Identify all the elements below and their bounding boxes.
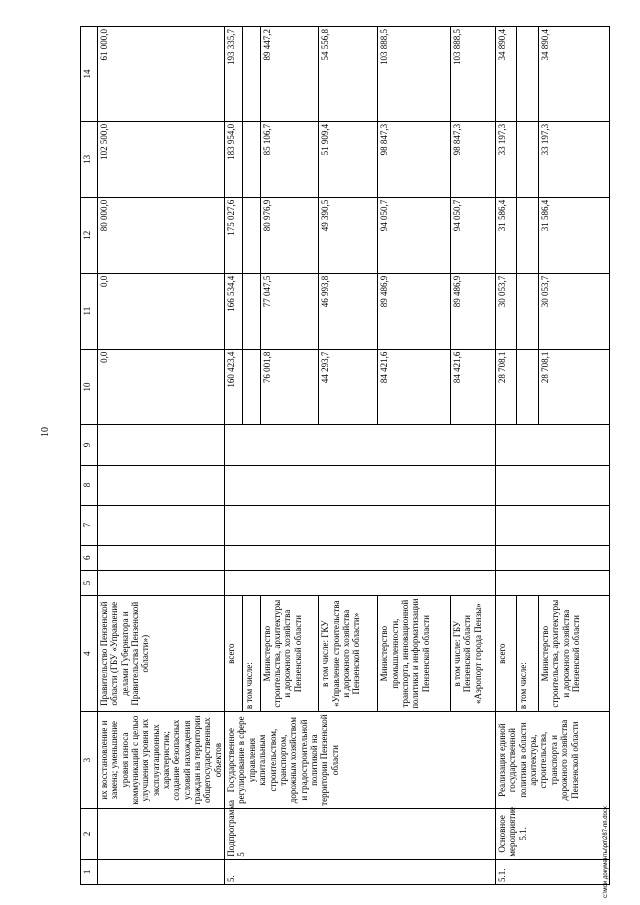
column-number: 13: [81, 121, 98, 197]
cell-value: 28 708,1: [538, 349, 609, 425]
cell-value: 31 586,4: [538, 197, 609, 273]
file-path-footer: c:\мои документы\рп\287-пп.docx: [603, 806, 609, 898]
cell-value: 103 888,5: [378, 27, 451, 122]
cell-value: 51 909,4: [319, 121, 378, 197]
cell-value: 49 390,5: [319, 197, 378, 273]
cell-executor: Министерство промышленности, транспорта, инновационной политики и информатизации Пензенской области: [378, 596, 451, 712]
cell-value: 84 421,6: [450, 349, 495, 425]
page-number: 10: [40, 427, 51, 437]
cell-value: 46 993,8: [319, 273, 378, 349]
column-number: 8: [81, 465, 98, 505]
column-number: 4: [81, 596, 98, 712]
cell-value: 94 050,7: [450, 197, 495, 273]
cell-value: 44 293,7: [319, 349, 378, 425]
table-row: [225, 27, 243, 885]
cell-value: 94 050,7: [378, 197, 451, 273]
cell-value: 77 047,5: [260, 273, 319, 349]
cell-value: 166 534,4: [225, 273, 243, 349]
cell-value: 30 053,7: [496, 273, 517, 349]
cell-executor: в том числе: ГКУ «Управление строительства и дорожного хозяйства Пензенской области»: [319, 596, 378, 712]
column-number: 3: [81, 712, 98, 809]
cell-value: 61 000,0: [98, 27, 225, 122]
cell-executor: Министерство строительства, архитектуры и дорожного хозяйства Пензенской области: [538, 596, 609, 712]
cell-name: [98, 809, 225, 860]
budget-table: [80, 26, 610, 885]
column-number: 14: [81, 27, 98, 122]
column-number: 1: [81, 859, 98, 884]
cell-value: 54 556,8: [319, 27, 378, 122]
column-number: 2: [81, 809, 98, 860]
cell-value: 0,0: [98, 349, 225, 425]
cell-value: 34 890,4: [496, 27, 517, 122]
cell-value: 34 890,4: [538, 27, 609, 122]
cell-executor: Министерство строительства, архитектуры и дорожного хозяйства Пензенской области: [260, 596, 319, 712]
column-number-row: [81, 27, 98, 885]
cell-description: Реализация единой государственной политики в области архитектуры, строительства, транспорта и дорожного хозяйства Пензенской области: [496, 712, 610, 809]
cell-name: Подпрограмма 5: [225, 809, 496, 860]
cell-name: Основное мероприятие 5.1.: [496, 809, 610, 860]
cell-value: 33 197,3: [538, 121, 609, 197]
cell-num: 5.1.: [496, 859, 610, 884]
cell-executor: в том числе:: [242, 596, 260, 712]
cell-executor: всего: [496, 596, 517, 712]
cell-num: 5.: [225, 859, 496, 884]
cell-value: 80 976,9: [260, 197, 319, 273]
cell-value: 28 708,1: [496, 349, 517, 425]
cell-value: 89 486,9: [450, 273, 495, 349]
cell-value: 103 888,5: [450, 27, 495, 122]
cell-description: их восстановление и замена; уменьшение уровня износа коммуникаций с целью улучшения уровня их эксплуатационных характеристик; создание безопасных условий нахождения граждан на территории общегосударственных объектов: [98, 712, 225, 809]
cell-value: 80 000,0: [98, 197, 225, 273]
cell-value: 98 847,3: [378, 121, 451, 197]
cell-value: 89 447,2: [260, 27, 319, 122]
cell-value: 98 847,3: [450, 121, 495, 197]
cell-executor: Правительство Пензенской области (ГБУ «Управление делами Губернатора и Правительства Пензенской области»): [98, 596, 225, 712]
column-number: 11: [81, 273, 98, 349]
cell-value: 89 486,9: [378, 273, 451, 349]
column-number: 5: [81, 570, 98, 595]
cell-value: 175 027,6: [225, 197, 243, 273]
cell-value: 0,0: [98, 273, 225, 349]
cell-value: 183 954,0: [225, 121, 243, 197]
cell-num: [98, 859, 225, 884]
cell-value: 84 421,6: [378, 349, 451, 425]
cell-executor: в том числе: ГБУ Пензенской области «Аэропорт города Пензы»: [450, 596, 495, 712]
cell-value: 160 423,4: [225, 349, 243, 425]
cell-executor: в том числе:: [517, 596, 538, 712]
cell-description: Государственное регулирование в сфере управления капитальным строительством, транспортом, дорожным хозяйством и градостроительной политикой на территории Пензенской области: [225, 712, 496, 809]
column-number: 10: [81, 349, 98, 425]
table-row: [98, 27, 225, 885]
table-row: [496, 27, 517, 885]
cell-executor: всего: [225, 596, 243, 712]
cell-value: 85 106,7: [260, 121, 319, 197]
cell-value: 33 197,3: [496, 121, 517, 197]
cell-value: 76 001,8: [260, 349, 319, 425]
cell-value: 31 586,4: [496, 197, 517, 273]
cell-value: 30 053,7: [538, 273, 609, 349]
cell-value: 193 335,7: [225, 27, 243, 122]
column-number: 9: [81, 425, 98, 465]
column-number: 7: [81, 505, 98, 545]
column-number: 12: [81, 197, 98, 273]
budget-table-container: [80, 26, 610, 885]
cell-value: 102 500,0: [98, 121, 225, 197]
column-number: 6: [81, 545, 98, 570]
